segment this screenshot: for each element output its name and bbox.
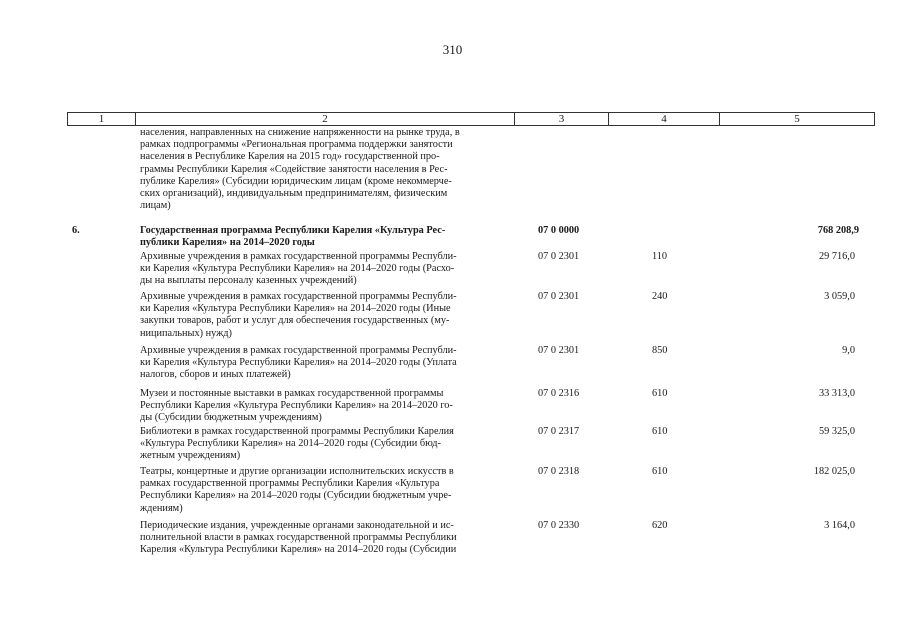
column-header-5: 5 bbox=[794, 113, 800, 125]
row-description: населения, направленных на снижение напряженности на рынке труда, в рамках подпрограммы «Региональная программа поддержки занятости населения в Республике Карелия на 2015 год» государственной про- граммы Республики Карелия «Содействие занятости населения в Рес- публике Карелия» (Субсидии юридическим лицам (кроме некоммерче- ских организаций), индивидуальным предпринимателям, физическим лицам) bbox=[140, 127, 460, 212]
row-expense-type: 240 bbox=[652, 291, 668, 302]
row-expense-type: 610 bbox=[652, 426, 668, 437]
column-header-3: 3 bbox=[558, 113, 565, 125]
row-amount: 768 208,9 bbox=[817, 225, 859, 236]
row-description: Периодические издания, учрежденные органами законодательной и ис- полнительной власти в рамках государственной программы Республики Карелия «Культура Республики Карелия» на 2014–2020 годы (Субсидии bbox=[140, 520, 457, 556]
column-header-4: 4 bbox=[661, 113, 667, 125]
row-code: 07 0 2330 bbox=[538, 520, 580, 531]
row-description: Архивные учреждения в рамках государственной программы Республи- ки Карелия «Культура Республики Карелия» на 2014–2020 годы (Уплата налогов, сборов и иных платежей) bbox=[140, 345, 457, 381]
row-description: Театры, концертные и другие организации исполнительских искусств в рамках государственной программы Республики Карелия «Культура Республики Карелия» на 2014–2020 годы (Субсидии бюджетным учре- ждениям) bbox=[140, 466, 454, 514]
row-amount: 9,0 bbox=[842, 345, 855, 356]
row-code: 07 0 2318 bbox=[538, 466, 580, 477]
row-description: Государственная программа Республики Карелия «Культура Рес- публики Карелия» на 2014–2020 годы bbox=[140, 225, 446, 249]
row-code: 07 0 2301 bbox=[538, 291, 580, 302]
row-amount: 3 059,0 bbox=[824, 291, 855, 302]
row-code: 07 0 0000 bbox=[538, 225, 580, 236]
row-code: 07 0 2301 bbox=[538, 251, 580, 262]
row-code: 07 0 2317 bbox=[538, 426, 580, 437]
page-number: 310 bbox=[442, 42, 463, 57]
row-code: 07 0 2301 bbox=[538, 345, 580, 356]
column-header-2: 2 bbox=[322, 113, 328, 125]
row-amount: 29 716,0 bbox=[818, 251, 855, 262]
row-expense-type: 610 bbox=[652, 466, 668, 477]
row-description: Библиотеки в рамках государственной программы Республики Карелия «Культура Республики Карелия» на 2014–2020 годы (Субсидии бюд- жетным учреждениям) bbox=[140, 426, 454, 462]
row-code: 07 0 2316 bbox=[538, 388, 580, 399]
row-number: 6. bbox=[72, 225, 80, 236]
row-description: Архивные учреждения в рамках государственной программы Республи- ки Карелия «Культура Республики Карелия» на 2014–2020 годы (Расхо- ды на выплаты персоналу казенных учреждений) bbox=[140, 251, 457, 287]
row-expense-type: 110 bbox=[652, 251, 668, 262]
row-amount: 33 313,0 bbox=[818, 388, 855, 399]
row-amount: 182 025,0 bbox=[813, 466, 855, 477]
row-expense-type: 620 bbox=[652, 520, 668, 531]
row-description: Музеи и постоянные выставки в рамках государственной программы Республики Карелия «Культура Республики Карелия» на 2014–2020 го- ды (Субсидии бюджетным учреждениям) bbox=[140, 388, 453, 424]
row-description: Архивные учреждения в рамках государственной программы Республи- ки Карелия «Культура Республики Карелия» на 2014–2020 годы (Иные закупки товаров, работ и услуг для обеспечения государственных (му- ниципальных) нужд) bbox=[140, 291, 457, 339]
column-header-1: 1 bbox=[98, 113, 105, 125]
row-expense-type: 850 bbox=[652, 345, 668, 356]
table-header bbox=[67, 112, 875, 126]
row-amount: 3 164,0 bbox=[824, 520, 855, 531]
row-amount: 59 325,0 bbox=[818, 426, 855, 437]
row-expense-type: 610 bbox=[652, 388, 668, 399]
